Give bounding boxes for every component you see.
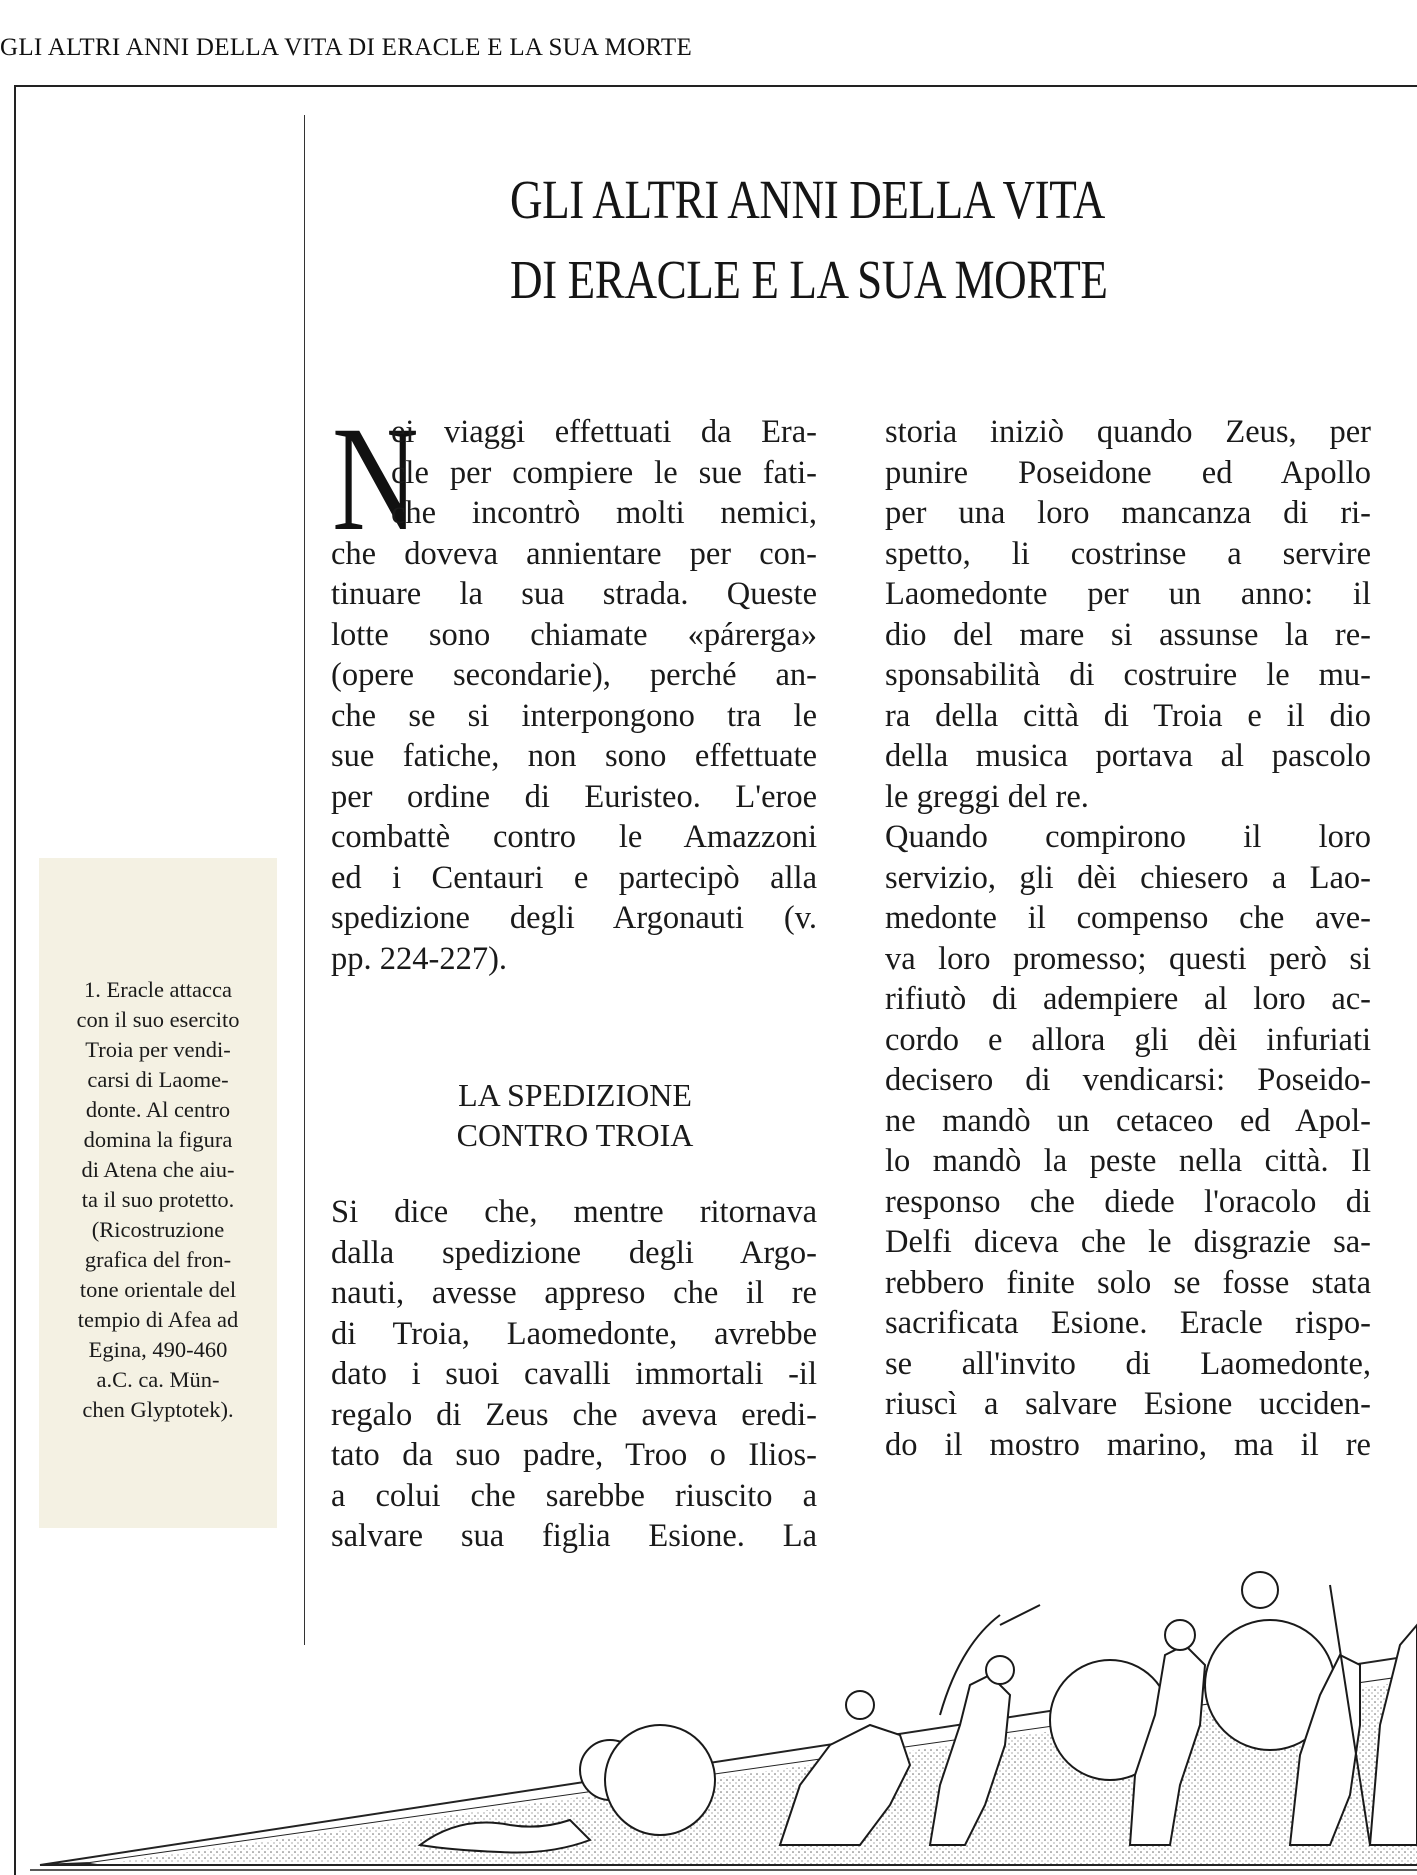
section-heading-line-2: CONTRO TROIA xyxy=(456,1117,694,1153)
text-line: tinuare la sua strada. Queste xyxy=(331,576,817,612)
text-line: di Troia, Laomedonte, avrebbe xyxy=(331,1315,817,1352)
text-line: che incontrò molti nemici, xyxy=(391,495,817,531)
text-line: riuscì a salvare Esione ucciden- xyxy=(885,1386,1371,1422)
running-head: GLI ALTRI ANNI DELLA VITA DI ERACLE E LA SUA MORTE xyxy=(0,34,693,61)
title-line-1: GLI ALTRI ANNI DELLA VITA xyxy=(510,169,1105,230)
title-line-2: DI ERACLE E LA SUA MORTE xyxy=(510,249,1108,310)
text-line: dato i suoi cavalli immortali -il xyxy=(331,1356,817,1392)
caption-line: donte. Al centro xyxy=(85,1097,231,1122)
text-line: Laomedonte per un anno: il xyxy=(885,576,1371,612)
section-heading xyxy=(340,1075,810,1155)
caption-line: (Ricostruzione xyxy=(91,1217,225,1242)
text-line: do il mostro marino, ma il re xyxy=(885,1426,1371,1463)
text-line: punire Poseidone ed Apollo xyxy=(885,454,1371,491)
text-line: Delfi diceva che le disgrazie sa- xyxy=(885,1224,1371,1260)
right-column-text xyxy=(885,412,1371,1465)
caption-line: Troia per vendi- xyxy=(85,1037,231,1062)
text-line: spetto, li costrinse a servire xyxy=(885,535,1371,572)
pediment-frieze-illustration xyxy=(0,1545,1417,1875)
text-line: tato da suo padre, Troo o Ilios- xyxy=(331,1437,817,1473)
text-line: per una loro mancanza di ri- xyxy=(885,495,1371,531)
text-line: sacrificata Esione. Eracle rispo- xyxy=(885,1305,1371,1341)
text-line: ei viaggi effettuati da Era- xyxy=(391,414,817,450)
page-title xyxy=(510,160,1166,320)
text-line: decisero di vendicarsi: Poseido- xyxy=(885,1062,1371,1098)
text-line: ra della città di Troia e il dio xyxy=(885,697,1371,734)
section-paragraph xyxy=(331,1192,817,1557)
text-line: lotte sono chiamate «párerga» xyxy=(331,616,817,653)
text-line: nauti, avesse appreso che il re xyxy=(331,1275,817,1311)
text-line: combattè contro le Amazzoni xyxy=(331,819,817,855)
text-line: servizio, gli dèi chiesero a Lao- xyxy=(885,859,1371,896)
text-line: lo mandò la peste nella città. Il xyxy=(885,1143,1371,1179)
text-line: Quando compirono il loro xyxy=(885,819,1371,855)
caption-line: con il suo esercito xyxy=(76,1007,240,1032)
text-line: rifiutò di adempiere al loro ac- xyxy=(885,981,1371,1017)
text-line: a colui che sarebbe riuscito a xyxy=(331,1477,817,1514)
caption-line: tempio di Afea ad xyxy=(77,1307,239,1332)
figure-caption xyxy=(50,975,266,1425)
intro-paragraph xyxy=(331,396,817,979)
caption-line: 1. Eracle attacca xyxy=(83,977,232,1002)
text-line: se all'invito di Laomedonte, xyxy=(885,1345,1371,1382)
text-line: per ordine di Euristeo. L'eroe xyxy=(331,778,817,815)
section-heading-line-1: LA SPEDIZIONE xyxy=(458,1077,692,1113)
text-line: ed i Centauri e partecipò alla xyxy=(331,859,817,896)
text-line: pp. 224-227). xyxy=(331,940,508,977)
frame-top-rule xyxy=(14,85,1417,87)
caption-line: carsi di Laome- xyxy=(87,1067,229,1092)
text-line: Si dice che, mentre ritornava xyxy=(331,1194,817,1230)
caption-line: Egina, 490-460 xyxy=(88,1337,228,1362)
text-line: rebbero finite solo se fosse stata xyxy=(885,1264,1371,1301)
text-line: spedizione degli Argonauti (v. xyxy=(331,900,817,936)
drop-cap: N xyxy=(332,396,419,562)
text-line: cle per compiere le sue fati- xyxy=(391,454,817,491)
text-line: che se si interpongono tra le xyxy=(331,697,817,734)
column-rule xyxy=(304,115,305,1645)
text-line: dio del mare si assunse la re- xyxy=(885,616,1371,653)
caption-line: tone orientale del xyxy=(79,1277,237,1302)
text-line: medonte il compenso che ave- xyxy=(885,900,1371,936)
text-line: che doveva annientare per con- xyxy=(331,535,817,572)
text-line: storia iniziò quando Zeus, per xyxy=(885,414,1371,450)
text-line: salvare sua figlia Esione. La xyxy=(331,1518,817,1554)
text-line: sue fatiche, non sono effettuate xyxy=(331,738,817,774)
text-line: cordo e allora gli dèi infuriati xyxy=(885,1021,1371,1058)
text-line: regalo di Zeus che aveva eredi- xyxy=(331,1396,817,1433)
caption-line: a.C. ca. Mün- xyxy=(96,1367,220,1392)
text-line: sponsabilità di costruire le mu- xyxy=(885,657,1371,693)
text-line: va loro promesso; questi però si xyxy=(885,940,1371,977)
text-line: (opere secondarie), perché an- xyxy=(331,657,817,693)
text-line: della musica portava al pascolo xyxy=(885,738,1371,774)
text-line: dalla spedizione degli Argo- xyxy=(331,1234,817,1271)
text-line: ne mandò un cetaceo ed Apol- xyxy=(885,1102,1371,1139)
text-line: le greggi del re. xyxy=(885,778,1089,815)
text-line: responso che diede l'oracolo di xyxy=(885,1183,1371,1220)
caption-line: chen Glyptotek). xyxy=(82,1397,234,1422)
caption-line: grafica del fron- xyxy=(84,1247,232,1272)
caption-line: ta il suo protetto. xyxy=(81,1187,235,1212)
caption-line: domina la figura xyxy=(83,1127,233,1152)
caption-line: di Atena che aiu- xyxy=(81,1157,235,1182)
